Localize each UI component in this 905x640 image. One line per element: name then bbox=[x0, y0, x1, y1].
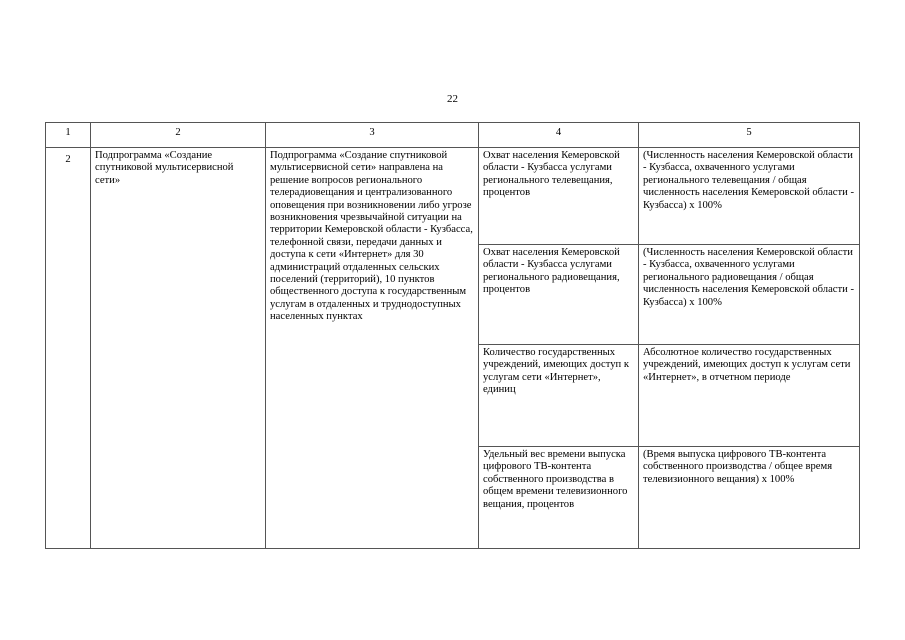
formula-cell: (Численность населения Кемеровской области - Кузбасса, охваченного услугами регионального телевещания / общая численность населения Кемеровской области - Кузбасса) x 100% bbox=[639, 148, 860, 245]
page-number: 22 bbox=[447, 93, 458, 105]
subprogram-description-cell: Подпрограмма «Создание спутниковой мультисервисной сети» направлена на решение вопросов регионального телерадиовещания и централизованного оповещения при возникновении либо угрозе возникновения чрезвычайной ситуации на территории Кемеровской области - Кузбасса, телефонной связи, передачи данных и доступа к сети «Интернет» для 30 администраций отдаленных сельских поселений (территорий), 10 пунктов общественного доступа к государственным услугам в отдаленных и труднодоступных населенных пунктах bbox=[266, 148, 479, 549]
column-header-5: 5 bbox=[639, 123, 860, 148]
table-header-row bbox=[46, 123, 860, 148]
formula-cell: Абсолютное количество государственных учреждений, имеющих доступ к услугам сети «Интернет», в отчетном периоде bbox=[639, 345, 860, 447]
column-header-2: 2 bbox=[91, 123, 266, 148]
indicators-table bbox=[45, 122, 860, 549]
column-header-3: 3 bbox=[266, 123, 479, 148]
indicator-cell: Удельный вес времени выпуска цифрового ТВ-контента собственного производства в общем времени телевизионного вещания, процентов bbox=[479, 447, 639, 549]
subprogram-name-cell: Подпрограмма «Создание спутниковой мультисервисной сети» bbox=[91, 148, 266, 549]
column-header-4: 4 bbox=[479, 123, 639, 148]
formula-cell: (Время выпуска цифрового ТВ-контента собственного производства / общее время телевизионного вещания) x 100% bbox=[639, 447, 860, 549]
formula-cell: (Численность населения Кемеровской области - Кузбасса, охваченного услугами регионального радиовещания / общая численность населения Кемеровской области - Кузбасса) x 100% bbox=[639, 245, 860, 345]
indicator-cell: Охват населения Кемеровской области - Кузбасса услугами регионального телевещания, процентов bbox=[479, 148, 639, 245]
indicator-cell: Охват населения Кемеровской области - Кузбасса услугами регионального радиовещания, процентов bbox=[479, 245, 639, 345]
row-number-cell: 2 bbox=[46, 148, 91, 549]
table-row bbox=[46, 148, 860, 245]
indicator-cell: Количество государственных учреждений, имеющих доступ к услугам сети «Интернет», единиц bbox=[479, 345, 639, 447]
column-header-1: 1 bbox=[46, 123, 91, 148]
